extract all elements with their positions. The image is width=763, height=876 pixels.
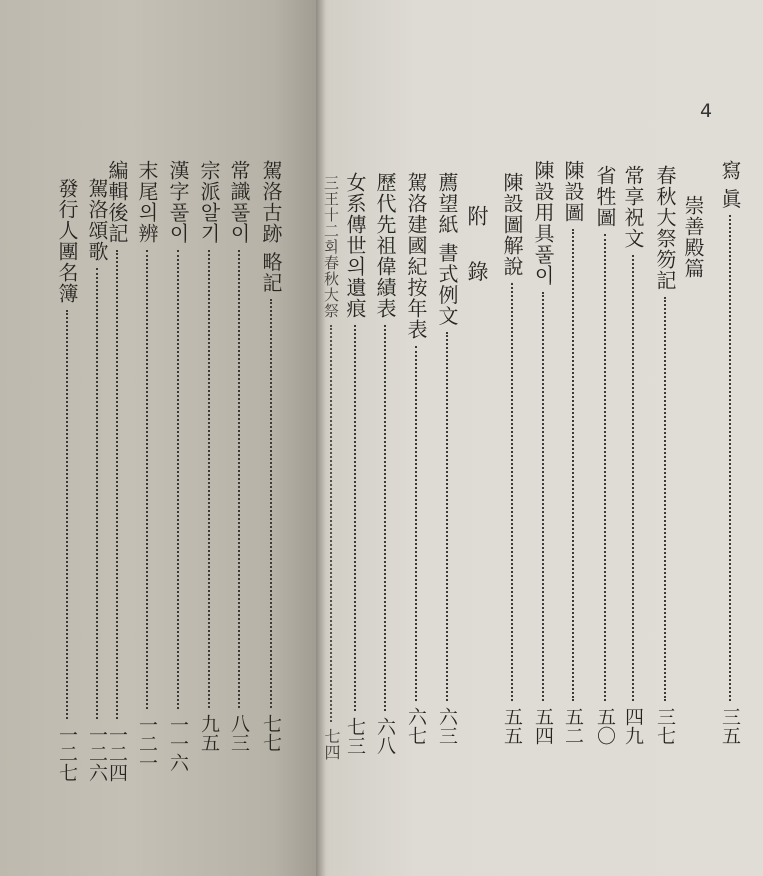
toc-entry [432, 172, 462, 745]
toc-title: 末尾의辨 [135, 160, 159, 244]
toc-entry [370, 172, 400, 755]
toc-page: 八三 [228, 714, 250, 752]
toc-entry [194, 160, 224, 752]
dotted-leader [632, 255, 634, 701]
toc-title: 女系傳世의遺痕 [343, 172, 367, 319]
toc-page: 三五 [719, 707, 741, 745]
toc-page: 六三 [436, 707, 458, 745]
toc-title: 編輯後記 [105, 160, 129, 244]
toc-entry [650, 165, 680, 745]
toc-page: 一二七 [56, 725, 78, 782]
toc-title: 陳設圖 [561, 160, 585, 223]
toc-entry [52, 178, 82, 782]
toc-page: 五二 [562, 707, 584, 745]
toc-page: 七三 [344, 717, 366, 755]
dotted-leader [415, 346, 417, 701]
dotted-leader [330, 325, 332, 722]
toc-entry [163, 160, 193, 772]
toc-page: 一一六 [167, 715, 189, 772]
toc-page: 七四 [322, 728, 341, 760]
toc-page: 一二一 [136, 715, 158, 772]
toc-title: 陳設用具풀이 [531, 160, 555, 286]
toc-entry [558, 160, 588, 745]
toc-title: 駕洛建國紀按年表 [404, 172, 428, 340]
dotted-leader [664, 297, 666, 701]
toc-title: 省牲圖 [593, 165, 617, 228]
dotted-leader [238, 250, 240, 708]
toc-entry [132, 160, 162, 772]
toc-entry [715, 160, 745, 745]
toc-entry [528, 160, 558, 745]
toc-title: 陳設圖解說 [500, 172, 524, 277]
toc-title: 薦望紙 書式例文 [435, 172, 459, 327]
dotted-leader [270, 299, 272, 708]
dotted-leader [542, 292, 544, 701]
dotted-leader [446, 332, 448, 701]
appendix-heading: 附 錄 [465, 205, 489, 296]
dotted-leader [66, 310, 68, 719]
dotted-leader [384, 325, 386, 711]
section-heading: 崇善殿篇 [681, 195, 705, 279]
toc-page: 五四 [532, 707, 554, 745]
toc-title: 常享祝文 [621, 165, 645, 249]
toc-page: 六七 [405, 707, 427, 745]
toc-title: 發行人團名簿 [55, 178, 79, 304]
dotted-leader [729, 215, 731, 701]
toc-title: 駕洛古跡 略記 [259, 160, 283, 294]
toc-entry [497, 172, 527, 745]
toc-entry [401, 172, 431, 745]
toc-entry [82, 178, 112, 782]
toc-entry [318, 175, 344, 760]
toc-title: 春秋大祭笏記 [653, 165, 677, 291]
dotted-leader [146, 250, 148, 709]
dotted-leader [354, 325, 356, 711]
toc-page: 四九 [622, 707, 644, 745]
toc-title: 宗派알기 [197, 160, 221, 244]
dotted-leader [177, 250, 179, 709]
toc-page: 一二六 [86, 725, 108, 782]
toc-page: 六八 [374, 717, 396, 755]
dotted-leader [604, 234, 606, 701]
page-number: 4 [700, 100, 713, 122]
toc-entry [224, 160, 254, 752]
toc-title: 駕洛頌歌 [85, 178, 109, 262]
toc-page: 五〇 [594, 707, 616, 745]
dotted-leader [96, 268, 98, 719]
toc-title: 三王十二회春秋大祭 [322, 175, 340, 319]
toc-title: 歷代先祖偉績表 [373, 172, 397, 319]
toc-page: 七七 [260, 714, 282, 752]
toc-title: 漢字풀이 [166, 160, 190, 244]
toc-entry [340, 172, 370, 755]
toc-page: 一二四 [106, 725, 128, 782]
dotted-leader [116, 250, 118, 719]
dotted-leader [511, 283, 513, 701]
dotted-leader [208, 250, 210, 708]
toc-page: 五五 [501, 707, 523, 745]
toc-title: 常識풀이 [227, 160, 251, 244]
toc-entry [590, 165, 620, 745]
toc-entry [256, 160, 286, 752]
dotted-leader [572, 229, 574, 701]
toc-page: 三七 [654, 707, 676, 745]
toc-page: 九五 [198, 714, 220, 752]
toc-title: 寫 眞 [718, 160, 742, 210]
toc-entry [618, 165, 648, 745]
